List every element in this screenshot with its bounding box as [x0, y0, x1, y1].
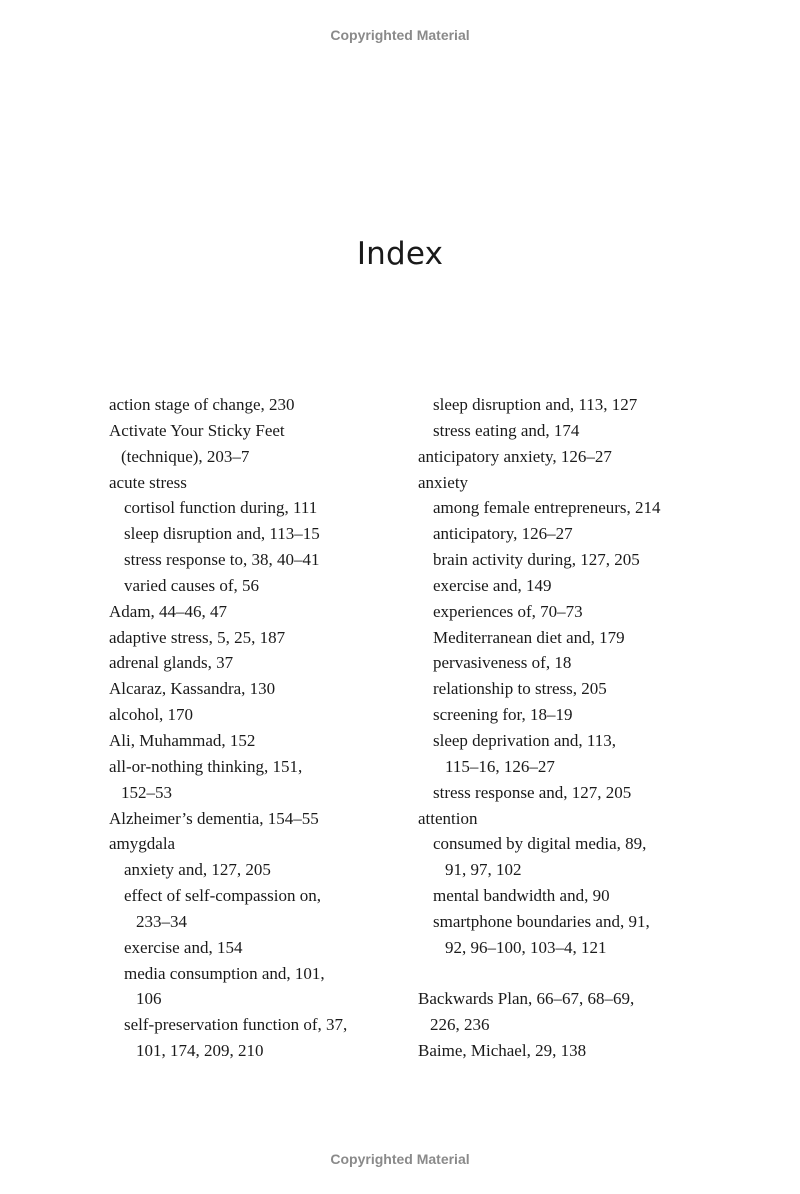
index-subentry-continuation: 92, 96–100, 103–4, 121	[445, 937, 607, 957]
index-entry: action stage of change, 230	[109, 395, 295, 414]
index-subentry: stress response and, 127, 205	[433, 782, 632, 802]
index-entry: Ali, Muhammad, 152	[109, 730, 256, 750]
copyright-watermark-bottom: Copyrighted Material	[330, 1151, 470, 1167]
index-subentry: Mediterranean diet and, 179	[433, 627, 625, 647]
index-subentry: effect of self-compassion on,	[124, 886, 322, 906]
index-entry: Activate Your Sticky Feet	[109, 420, 285, 440]
index-entry-continuation: 226, 236	[430, 1015, 490, 1035]
index-subentry: among female entrepreneurs, 214	[433, 498, 661, 518]
index-entry: Backwards Plan, 66–67, 68–69,	[418, 989, 635, 1009]
index-subentry: consumed by digital media, 89,	[433, 834, 647, 854]
page-title: Index	[356, 236, 444, 272]
index-subentry: sleep disruption and, 113–15	[124, 524, 320, 544]
index-subentry: sleep disruption and, 113, 127	[433, 395, 638, 414]
index-subentry: sleep deprivation and, 113,	[433, 730, 617, 750]
index-subentry: pervasiveness of, 18	[433, 653, 572, 673]
index-subentry: self-preservation function of, 37,	[124, 1015, 348, 1035]
index-subentry: relationship to stress, 205	[433, 679, 607, 699]
index-subentry: brain activity during, 127, 205	[433, 550, 640, 570]
index-entry: all-or-nothing thinking, 151,	[109, 756, 303, 776]
index-entry: Alzheimer’s dementia, 154–55	[109, 808, 319, 828]
index-subentry-continuation: 106	[136, 989, 162, 1009]
index-entry: anticipatory anxiety, 126–27	[418, 446, 612, 466]
index-entry: adaptive stress, 5, 25, 187	[109, 627, 286, 647]
section-gap	[418, 961, 718, 987]
index-entry: adrenal glands, 37	[109, 653, 234, 673]
index-entry: anxiety	[418, 472, 469, 492]
index-entry: amygdala	[109, 834, 176, 854]
index-subentry: anticipatory, 126–27	[433, 524, 573, 544]
index-subentry: media consumption and, 101,	[124, 963, 325, 983]
index-subentry: stress response to, 38, 40–41	[124, 550, 320, 570]
index-subentry: exercise and, 149	[433, 575, 552, 595]
index-entry-continuation: 152–53	[121, 782, 172, 802]
index-subentry-continuation: 91, 97, 102	[445, 860, 522, 880]
index-subentry: stress eating and, 174	[433, 420, 580, 440]
index-entry: Alcaraz, Kassandra, 130	[109, 679, 276, 699]
index-subentry: cortisol function during, 111	[124, 498, 318, 518]
index-subentry: varied causes of, 56	[124, 575, 260, 595]
index-subentry: experiences of, 70–73	[433, 601, 583, 621]
index-subentry-continuation: 101, 174, 209, 210	[136, 1041, 264, 1061]
index-entry: Adam, 44–46, 47	[109, 601, 228, 621]
index-entry: alcohol, 170	[109, 705, 194, 725]
index-subentry-continuation: 115–16, 126–27	[445, 756, 555, 776]
index-entry: attention	[418, 808, 478, 828]
index-entry-continuation: (technique), 203–7	[121, 446, 250, 466]
index-subentry: screening for, 18–19	[433, 705, 573, 725]
index-column-left	[109, 392, 409, 1064]
index-subentry: anxiety and, 127, 205	[124, 860, 271, 880]
index-subentry: smartphone boundaries and, 91,	[433, 911, 650, 931]
copyright-watermark-top: Copyrighted Material	[330, 27, 470, 43]
index-subentry: exercise and, 154	[124, 937, 243, 957]
index-subentry-continuation: 233–34	[136, 911, 187, 931]
index-entry: acute stress	[109, 472, 187, 492]
index-column-right	[418, 392, 718, 1064]
index-subentry: mental bandwidth and, 90	[433, 886, 610, 906]
index-entry: Baime, Michael, 29, 138	[418, 1041, 587, 1061]
